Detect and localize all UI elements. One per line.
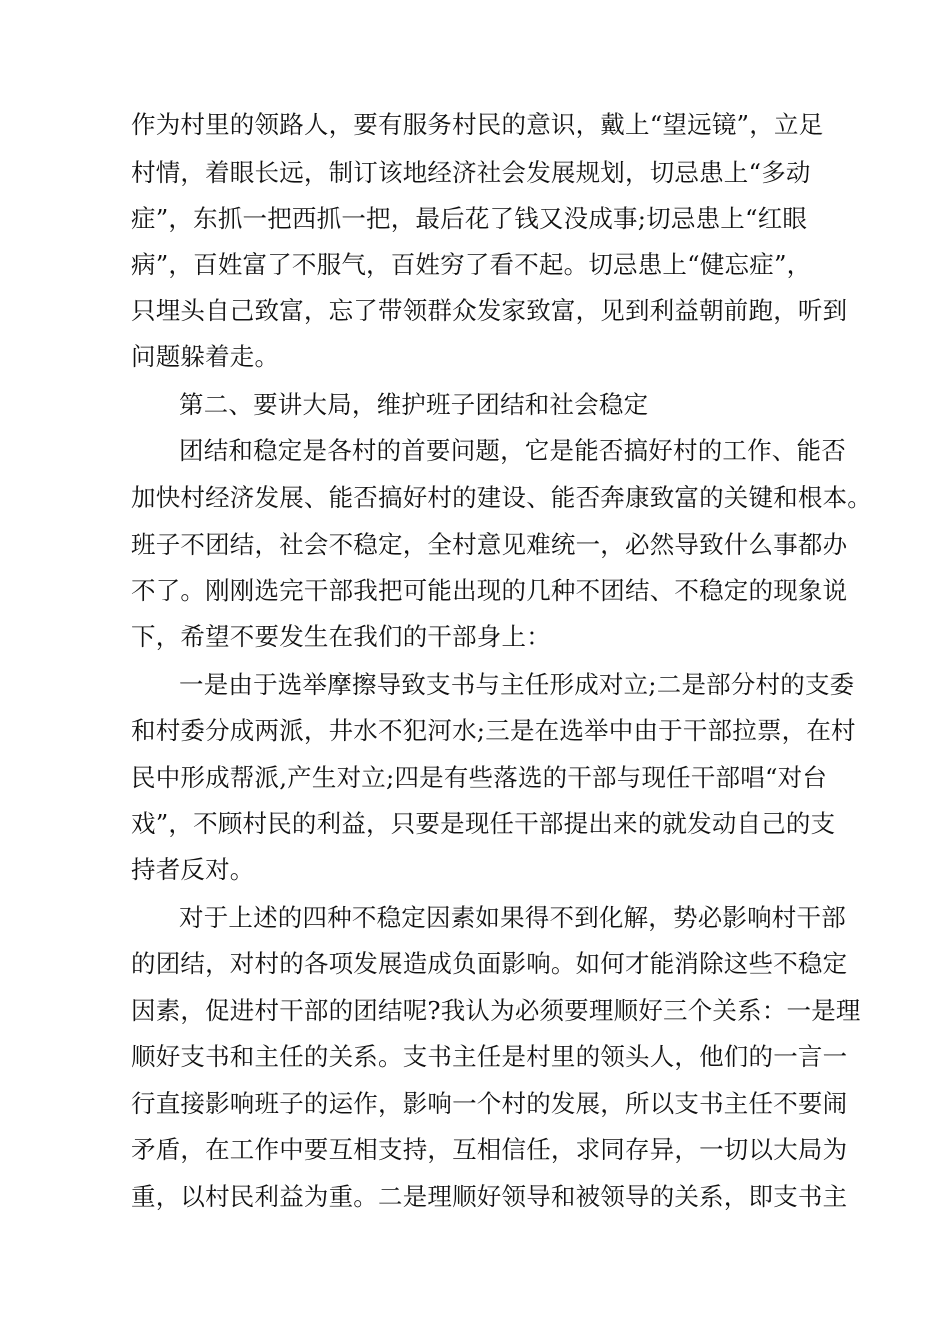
text-line: 因素，促进村干部的团结呢?我认为必须要理顺好三个关系：一是理 — [131, 996, 861, 1025]
text-line: 症”，东抓一把西抓一把，最后花了钱又没成事;切忌患上“红眼 — [131, 204, 808, 233]
text-line: 矛盾，在工作中要互相支持，互相信任，求同存异，一切以大局为 — [131, 1135, 848, 1164]
text-line: 问题躲着走。 — [131, 342, 280, 371]
section-heading: 第二、要讲大局，维护班子团结和社会稳定 — [179, 390, 649, 419]
text-line: 班子不团结，社会不稳定，全村意见难统一，必然导致什么事都办 — [131, 530, 848, 559]
text-line: 病”，百姓富了不服气，百姓穷了看不起。切忌患上“健忘症”， — [131, 250, 812, 279]
text-line: 对于上述的四种不稳定因素如果得不到化解，势必影响村干部 — [179, 903, 846, 932]
text-line: 行直接影响班子的运作，影响一个村的发展，所以支书主任不要闹 — [131, 1089, 848, 1118]
text-line: 不了。刚刚选完干部我把可能出现的几种不团结、不稳定的现象说 — [131, 576, 848, 605]
text-line: 加快村经济发展、能否搞好村的建设、能否奔康致富的关键和根本。 — [131, 483, 872, 512]
text-line: 戏”，不顾村民的利益，只要是现任干部提出来的就发动自己的支 — [131, 809, 836, 838]
text-line: 作为村里的领路人，要有服务村民的意识，戴上“望远镜”，立足 — [131, 110, 824, 139]
text-line: 和村委分成两派，井水不犯河水;三是在选举中由于干部拉票，在村 — [131, 716, 856, 745]
text-line: 持者反对。 — [131, 855, 255, 884]
text-line: 下，希望不要发生在我们的干部身上： — [131, 622, 551, 651]
text-line: 团结和稳定是各村的首要问题，它是能否搞好村的工作、能否 — [179, 436, 846, 465]
text-line: 只埋头自己致富，忘了带领群众发家致富，见到利益朝前跑，听到 — [131, 296, 848, 325]
text-line: 的团结，对村的各项发展造成负面影响。如何才能消除这些不稳定 — [131, 949, 848, 978]
text-line: 顺好支书和主任的关系。支书主任是村里的领头人，他们的一言一 — [131, 1042, 848, 1071]
text-line: 村情，着眼长远，制订该地经济社会发展规划，切忌患上“多动 — [131, 158, 811, 187]
text-line: 民中形成帮派,产生对立;四是有些落选的干部与现任干部唱“对台 — [131, 763, 828, 792]
text-line: 重，以村民利益为重。二是理顺好领导和被领导的关系，即支书主 — [131, 1182, 848, 1211]
text-line: 一是由于选举摩擦导致支书与主任形成对立;二是部分村的支委 — [179, 670, 855, 699]
